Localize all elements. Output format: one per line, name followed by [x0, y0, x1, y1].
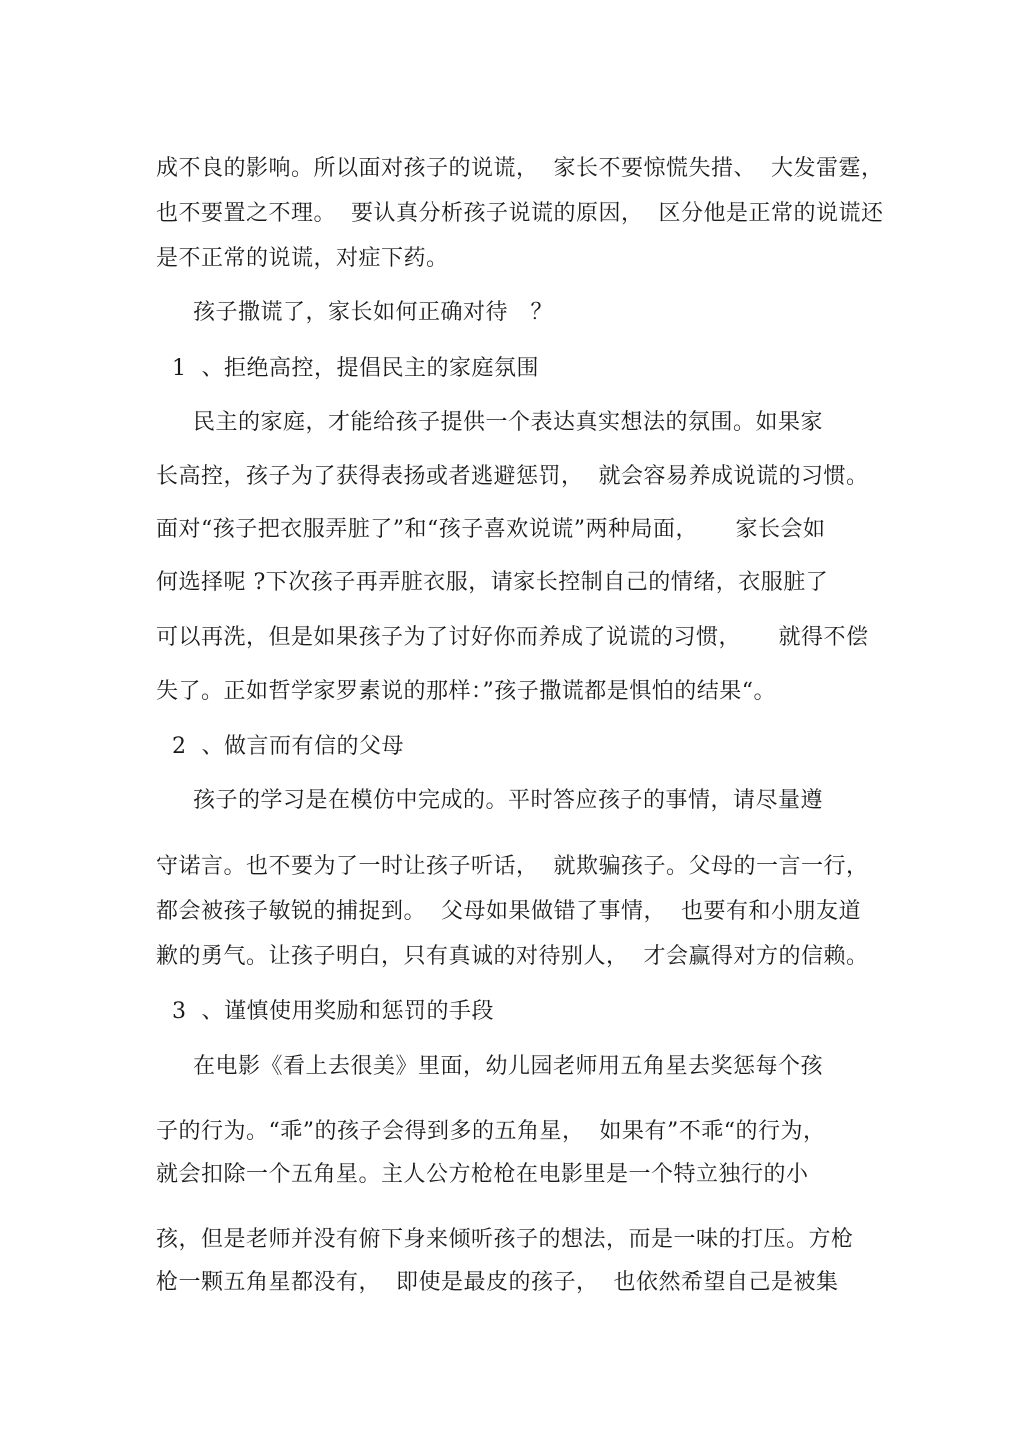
- section-question: 孩子撒谎了，家长如何正确对待 ？: [193, 300, 553, 325]
- text-line: 孩子的学习是在模仿中完成的。平时答应孩子的事情，请尽量遵: [193, 788, 824, 813]
- text-line: 面对“孩子把衣服弄脏了”和“孩子喜欢说谎”两种局面， 家长会如: [156, 517, 826, 542]
- text-line: 子的行为。“乖”的孩子会得到多的五角星， 如果有”不乖“的行为，: [156, 1119, 826, 1144]
- text-line: 也不要置之不理。 要认真分析孩子说谎的原因， 区分他是正常的说谎还: [156, 201, 884, 226]
- text-line: 就会扣除一个五角星。主人公方枪枪在电影里是一个特立独行的小: [156, 1162, 809, 1187]
- text-line: 民主的家庭，才能给孩子提供一个表达真实想法的氛围。如果家: [193, 410, 824, 435]
- section-heading-1: 1 、拒绝高控，提倡民主的家庭氛围: [172, 356, 539, 381]
- text-line: 何选择呢 ?下次孩子再弄脏衣服，请家长控制自己的情绪，衣服脏了: [156, 570, 829, 595]
- section-heading-2: 2 、做言而有信的父母: [172, 734, 404, 759]
- text-line: 枪一颗五角星都没有， 即使是最皮的孩子， 也依然希望自己是被集: [156, 1270, 839, 1295]
- text-line: 歉的勇气。让孩子明白，只有真诚的对待别人， 才会赢得对方的信赖。: [156, 944, 869, 969]
- text-line: 在电影《看上去很美》里面，幼儿园老师用五角星去奖惩每个孩: [193, 1054, 824, 1079]
- text-line: 失了。正如哲学家罗素说的那样：”孩子撒谎都是惧怕的结果“。: [156, 679, 776, 704]
- text-line: 孩，但是老师并没有俯下身来倾听孩子的想法，而是一味的打压。方枪: [156, 1227, 854, 1252]
- text-line: 成不良的影响。所以面对孩子的说谎， 家长不要惊慌失措、 大发雷霆，: [156, 156, 884, 181]
- text-line: 可以再洗，但是如果孩子为了讨好你而养成了说谎的习惯， 就得不偿: [156, 625, 869, 650]
- text-line: 都会被孩子敏锐的捕捉到。 父母如果做错了事情， 也要有和小朋友道: [156, 899, 861, 924]
- text-line: 长高控，孩子为了获得表扬或者逃避惩罚， 就会容易养成说谎的习惯。: [156, 464, 869, 489]
- text-line: 是不正常的说谎，对症下药。: [156, 246, 449, 271]
- section-heading-3: 3 、谨慎使用奖励和惩罚的手段: [172, 999, 494, 1024]
- text-line: 守诺言。也不要为了一时让孩子听话， 就欺骗孩子。父母的一言一行，: [156, 854, 869, 879]
